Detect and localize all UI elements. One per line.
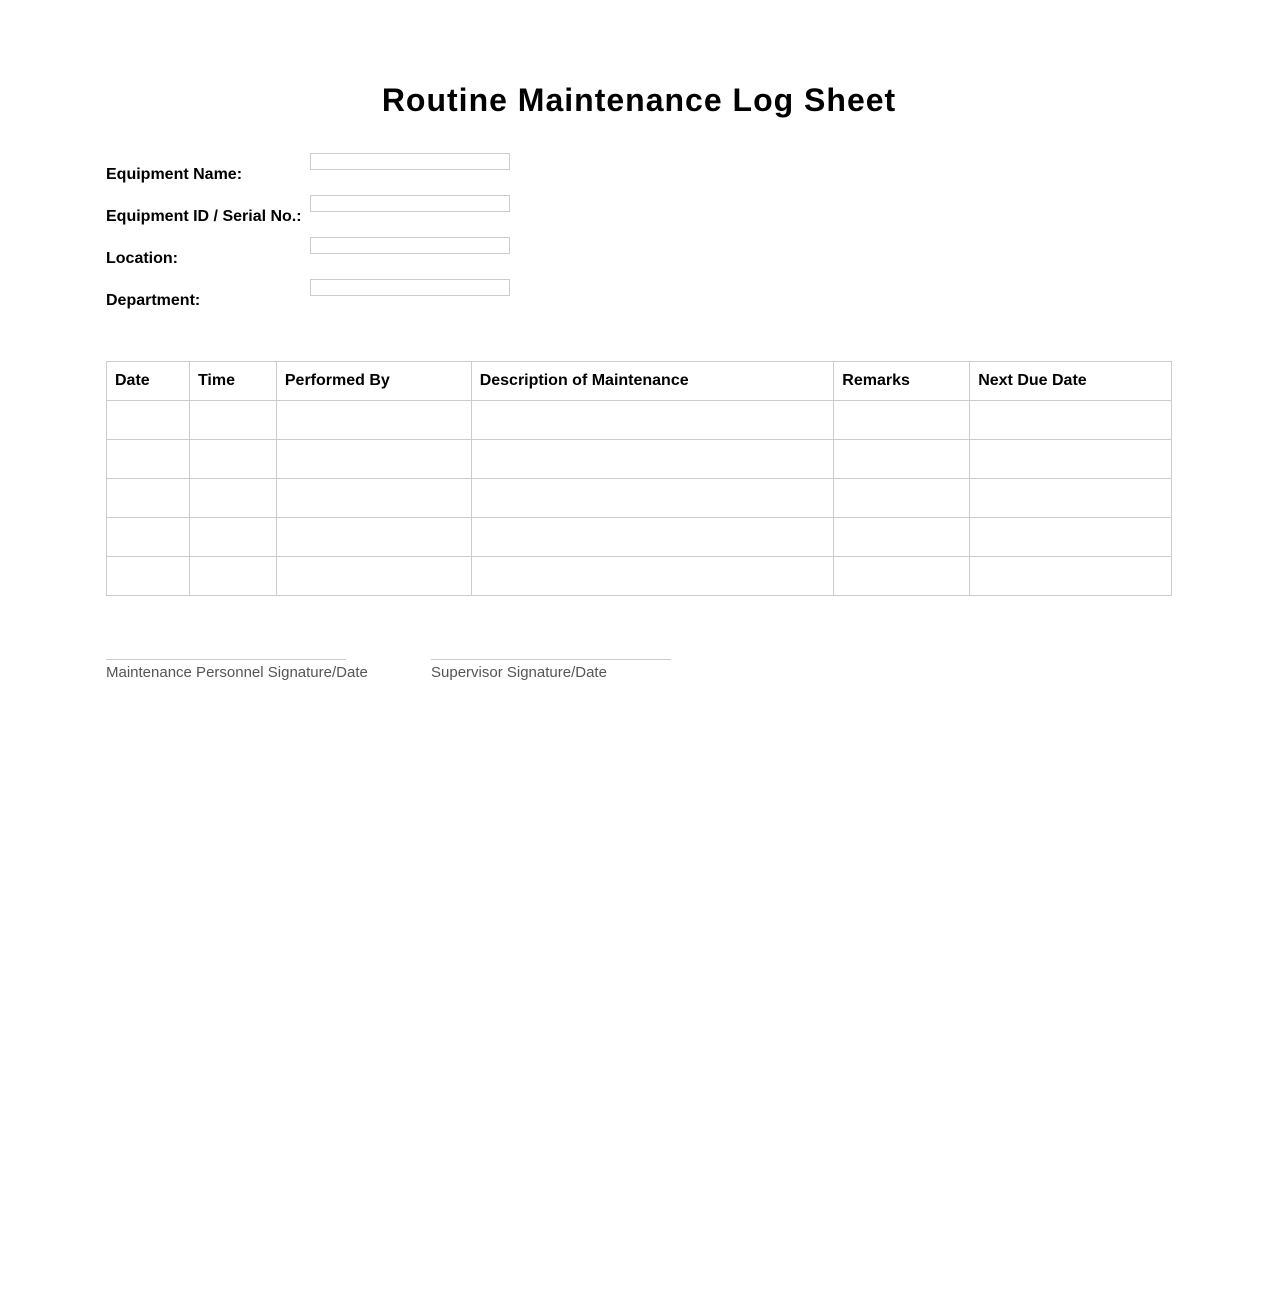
header-remarks: Remarks	[834, 362, 970, 401]
cell-performed-by[interactable]	[276, 518, 471, 557]
equipment-id-input[interactable]	[310, 195, 510, 212]
cell-time[interactable]	[189, 440, 276, 479]
cell-next-due-date[interactable]	[970, 401, 1172, 440]
supervisor-signature-line[interactable]	[431, 659, 671, 660]
cell-remarks[interactable]	[834, 557, 970, 596]
location-input[interactable]	[310, 237, 510, 254]
cell-description[interactable]	[471, 401, 834, 440]
cell-description[interactable]	[471, 518, 834, 557]
cell-remarks[interactable]	[834, 440, 970, 479]
cell-remarks[interactable]	[834, 479, 970, 518]
cell-date[interactable]	[107, 440, 190, 479]
cell-remarks[interactable]	[834, 401, 970, 440]
cell-next-due-date[interactable]	[970, 440, 1172, 479]
cell-time[interactable]	[189, 401, 276, 440]
cell-performed-by[interactable]	[276, 440, 471, 479]
department-input[interactable]	[310, 279, 510, 296]
header-next-due-date: Next Due Date	[970, 362, 1172, 401]
cell-description[interactable]	[471, 479, 834, 518]
table-row	[107, 518, 1172, 557]
cell-next-due-date[interactable]	[970, 557, 1172, 596]
cell-performed-by[interactable]	[276, 479, 471, 518]
table-row	[107, 479, 1172, 518]
header-time: Time	[189, 362, 276, 401]
cell-next-due-date[interactable]	[970, 518, 1172, 557]
equipment-name-input[interactable]	[310, 153, 510, 170]
equipment-name-label: Equipment Name:	[106, 166, 243, 183]
cell-next-due-date[interactable]	[970, 479, 1172, 518]
cell-date[interactable]	[107, 518, 190, 557]
equipment-id-label: Equipment ID / Serial No.:	[106, 208, 302, 225]
cell-remarks[interactable]	[834, 518, 970, 557]
cell-performed-by[interactable]	[276, 557, 471, 596]
cell-description[interactable]	[471, 557, 834, 596]
header-performed-by: Performed By	[276, 362, 471, 401]
cell-time[interactable]	[189, 479, 276, 518]
maintenance-log-table	[106, 361, 1172, 596]
page-title: Routine Maintenance Log Sheet	[381, 82, 897, 118]
table-row	[107, 440, 1172, 479]
cell-date[interactable]	[107, 557, 190, 596]
cell-time[interactable]	[189, 518, 276, 557]
cell-performed-by[interactable]	[276, 401, 471, 440]
table-row	[107, 401, 1172, 440]
cell-time[interactable]	[189, 557, 276, 596]
table-row	[107, 557, 1172, 596]
header-description: Description of Maintenance	[471, 362, 834, 401]
supervisor-signature-label: Supervisor Signature/Date	[431, 664, 607, 681]
table-header-row	[107, 362, 1172, 401]
department-label: Department:	[106, 292, 201, 309]
personnel-signature-label: Maintenance Personnel Signature/Date	[106, 664, 368, 681]
header-date: Date	[107, 362, 190, 401]
personnel-signature-line[interactable]	[106, 659, 346, 660]
location-label: Location:	[106, 250, 178, 267]
cell-date[interactable]	[107, 479, 190, 518]
cell-description[interactable]	[471, 440, 834, 479]
cell-date[interactable]	[107, 401, 190, 440]
